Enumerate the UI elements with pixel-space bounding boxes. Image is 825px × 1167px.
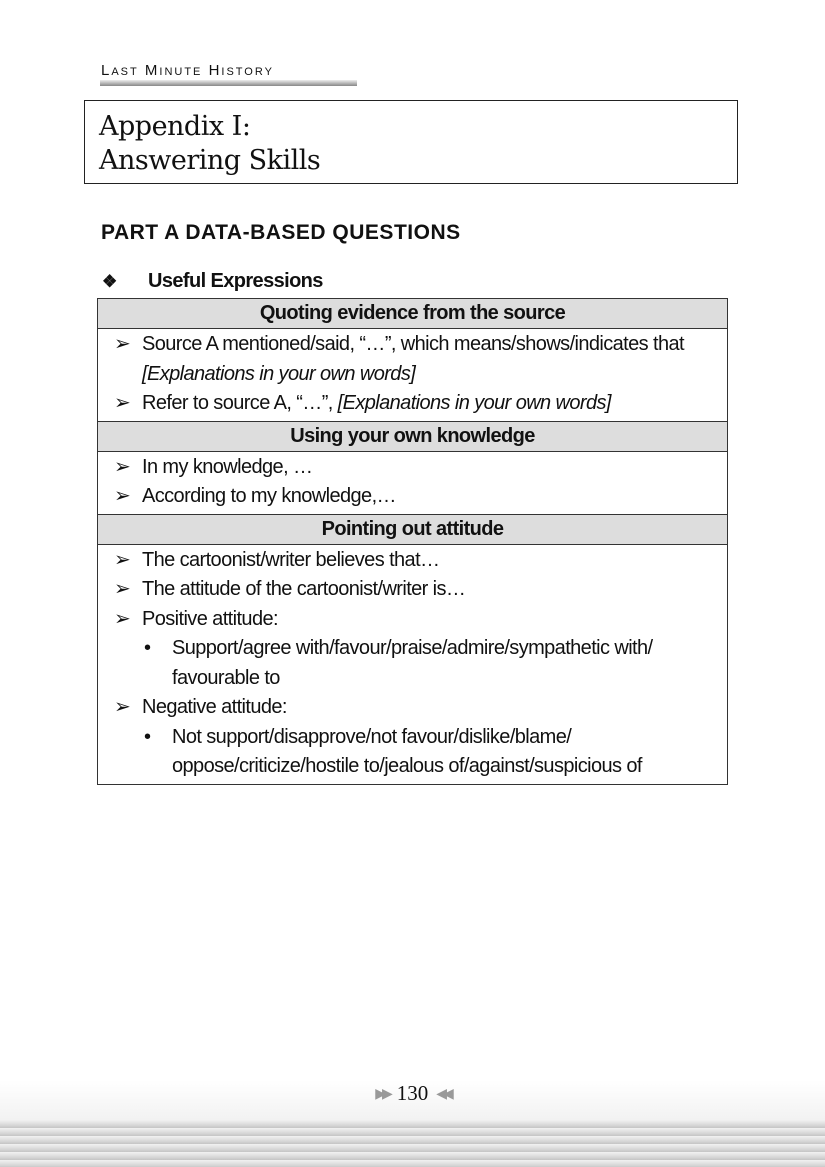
item-text: Positive attitude: [142,607,278,630]
arrow-bullet-icon: ➢ [114,578,131,600]
section-body [98,451,728,514]
item-italic-text: [Explanations in your own words] [337,392,611,414]
arrow-bullet-icon: ➢ [114,485,131,507]
item-text: Refer to source A, “…”, [142,392,338,414]
chapter-title-box [84,100,738,184]
dot-bullet-icon: • [144,637,151,659]
list-item [98,389,727,419]
sub-list-item [98,634,727,693]
chapter-title-line1: Appendix I: [99,111,251,142]
section-body [98,544,728,784]
sub-item-text: Support/agree with/favour/praise/admire/sympathetic with/ favourable to [172,637,653,689]
arrow-bullet-icon: ➢ [114,333,131,355]
section-heading: Pointing out attitude [98,514,728,544]
item-text: According to my knowledge,… [142,485,396,507]
item-text: In my knowledge, … [142,455,313,478]
running-header-underline [100,80,357,86]
arrow-bullet-icon: ➢ [114,607,131,630]
sub-list-item [98,723,727,782]
list-item [98,482,727,512]
useful-expressions-heading [102,270,323,293]
item-text: The attitude of the cartoonist/writer is… [142,578,466,600]
section-body [98,329,728,422]
running-header: Last Minute History [101,62,274,79]
dot-bullet-icon: • [144,725,151,748]
item-text: Source A mentioned/said, “…”, which means/shows/indicates that [142,333,684,355]
item-italic-text: [Explanations in your own words] [142,362,416,385]
page-number [0,1081,825,1106]
expressions-table [97,298,728,785]
arrow-bullet-icon: ➢ [114,455,131,478]
list-item [98,575,727,605]
arrow-bullet-icon: ➢ [114,696,131,718]
list-item [98,605,727,635]
page-number-value: 130 [396,1081,429,1105]
prev-arrows-icon: ◀◀ [436,1087,450,1102]
chapter-title-line2: Answering Skills [99,145,321,176]
section-heading: Quoting evidence from the source [98,299,728,329]
item-text: Negative attitude: [142,696,287,718]
list-item [98,693,727,723]
next-arrows-icon: ▶▶ [375,1087,389,1102]
arrow-bullet-icon: ➢ [114,548,131,571]
item-text: The cartoonist/writer believes that… [142,548,440,571]
list-item [98,453,727,483]
section-heading: Using your own knowledge [98,421,728,451]
list-item [98,546,727,576]
part-heading: PART A DATA-BASED QUESTIONS [101,221,461,244]
diamond-bullet-icon: ❖ [102,272,117,291]
list-item [98,330,727,389]
arrow-bullet-icon: ➢ [114,392,131,414]
useful-expressions-label: Useful Expressions [148,270,323,292]
footer-band [0,1120,825,1167]
sub-item-text: Not support/disapprove/not favour/dislike/blame/ oppose/criticize/hostile to/jealous of/against/suspicious of [172,725,642,777]
